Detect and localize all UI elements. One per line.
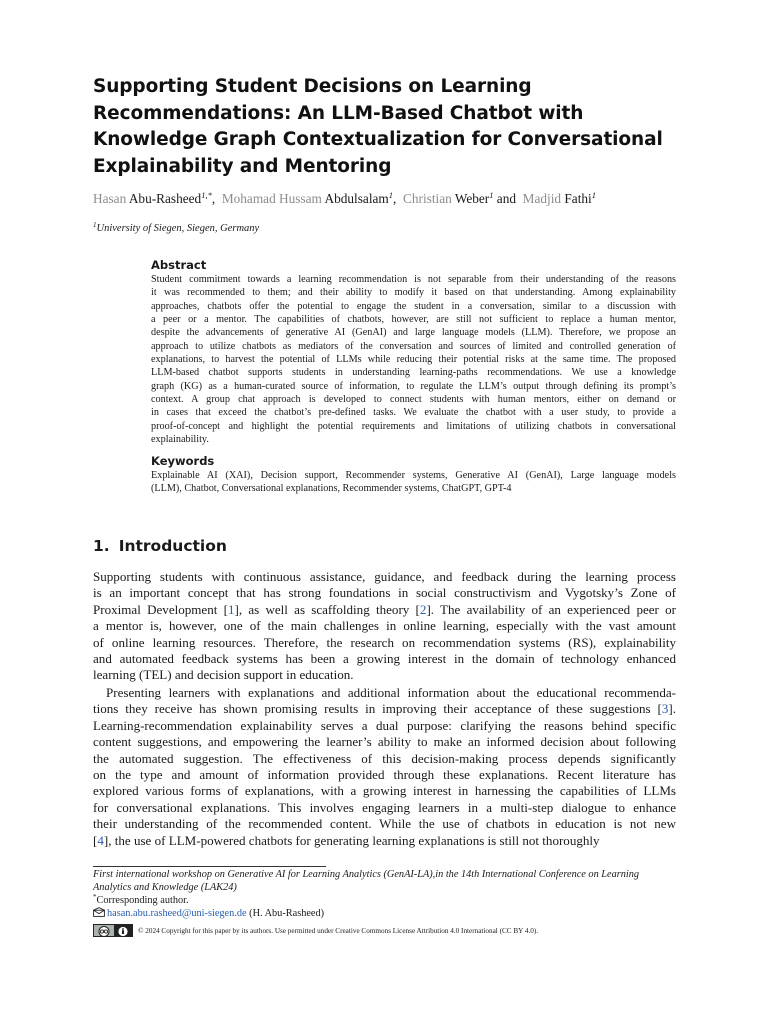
- title-line: Explainability and Mentoring: [93, 155, 392, 177]
- text-line: explanations, to harvest the potential of LLMs while reducing their potential risks at the same time. The proposed: [151, 354, 676, 366]
- text-line: approach to utilize chatbots as mediators of the conversation and sources of limited and controlled generation of: [151, 340, 676, 352]
- title-line: Knowledge Graph Contextualization for Conversational: [93, 129, 663, 150]
- affiliation: $^1$University of Siegen, Siegen, Germany: [93, 221, 260, 234]
- title-line: Recommendations: An LLM-Based Chatbot with: [93, 102, 584, 124]
- text-line: approaches, chatbots offer the potential to engage the student in a conversation, similar to a discussion with: [151, 300, 676, 312]
- text-line: their understanding of the recommended content. While the use of chatbots in education is not new: [93, 816, 676, 832]
- text-line: explored various forms of explanations, with a growing interest in harnessing the capabilities of LLMs: [93, 783, 676, 799]
- cc-by-icon: [93, 924, 133, 937]
- text-line: Proximal Development [1], as well as scaffolding theory [2]. The availability of an experienced peer or: [93, 601, 677, 617]
- author: Christian Weber$^1$ and: [403, 190, 523, 206]
- citation-link[interactable]: 2: [419, 601, 427, 617]
- keywords-heading: Keywords: [151, 454, 215, 468]
- text-line: tions they receive has shown promising results in improving their acceptance of these suggestions [3].: [93, 701, 676, 717]
- text-line: it was recommended to them; and their ability to modify it based on that understanding. Among explainability: [151, 287, 676, 299]
- text-line: and automated feedback systems has been a growing interest in the domain of technology enhanced: [93, 651, 676, 667]
- text-line: learning (TEL) and decision support in education.: [93, 667, 354, 683]
- text-line: of online learning resources. Therefore, the research on recommendation systems (RS), explainability: [93, 634, 676, 650]
- text-line: Learning-recommendation explainability serves a dual purpose: clarifying the reasons behind specific: [93, 717, 676, 733]
- workshop-note: Analytics and Knowledge (LAK24): [93, 882, 237, 894]
- title-line: Supporting Student Decisions on Learning: [93, 76, 532, 97]
- author: Madjid Fathi$^1$: [522, 190, 596, 206]
- text-line: content suggestions, and empowering the learner’s ability to make an informed decision about following: [93, 734, 676, 750]
- keywords-body: [151, 469, 676, 496]
- section-number: 1.: [93, 537, 110, 555]
- citation-link[interactable]: 4: [97, 832, 104, 848]
- text-line: a peer or a mentor. The capabilities of chatbots, however, are still not sufficient to replace a human mentor,: [151, 314, 676, 326]
- text-line: [4], the use of LLM-powered chatbots for generating learning explanations is still not thoroughly: [93, 832, 600, 848]
- citation-link[interactable]: 3: [661, 701, 669, 717]
- text-line: despite the advancements of generative AI (GenAI) and large language models (LLM). Therefore, we propose an: [151, 327, 676, 339]
- text-line: the automated suggestion. The effectiveness of this decision-making process depends significantly: [93, 750, 676, 766]
- text-line: a mentor is, however, one of the main challenges in online learning, especially with the vast amount: [93, 618, 676, 634]
- text-line: context. A group chat approach is developed to connect students with human mentors, either on demand or: [151, 394, 676, 406]
- email-link[interactable]: hasan.abu.rasheed@uni-siegen.de: [107, 908, 247, 920]
- workshop-note: First international workshop on Generative AI for Learning Analytics (GenAI-LA),in the 14th International Conference on Learning: [93, 869, 640, 880]
- text-line: Explainable AI (XAI), Decision support, Recommender systems, Generative AI (GenAI), Large language models: [151, 470, 676, 481]
- license-line: [93, 924, 693, 938]
- email-owner: (H. Abu-Rasheed): [249, 908, 325, 920]
- author: Mohamad Hussam Abdulsalam$^1$,: [221, 190, 403, 206]
- text-line: Student commitment towards a learning recommendation is not separable from their understanding of the reasons: [151, 274, 676, 285]
- corresponding-note: *Corresponding author.: [93, 893, 189, 907]
- footnote-rule: [93, 866, 326, 867]
- paper-title: [93, 74, 693, 180]
- author: Hasan Abu-Rasheed$^{1,*}$,: [93, 190, 222, 206]
- paragraph: [93, 685, 676, 849]
- text-line: proof-of-concept and highlight the potential requirements and limitations of utilizing chatbots in conversational: [151, 420, 676, 432]
- text-line: on the type and amount of information provided through these explanations. Recent literature has: [93, 767, 676, 783]
- text-line: LLM-based chatbot supports students in understanding learning-paths recommendations. We use a knowledge: [151, 367, 676, 379]
- text-line: in cases that exceed the chatbot’s pre-defined tasks. We evaluate the chatbot with a user study, to provide a: [151, 407, 676, 419]
- license-text: © 2024 Copyright for this paper by its authors. Use permitted under Creative Commons License Attribution 4.0 International (CC BY 4.0).: [138, 927, 539, 935]
- citation-link[interactable]: 1: [227, 601, 235, 617]
- paragraph: [93, 569, 676, 684]
- text-line: is an important concept that has strong foundations in social constructivism and Vygotsky’s Zone of: [93, 585, 676, 601]
- text-line: Supporting students with continuous assistance, guidance, and feedback during the learning process: [93, 569, 676, 584]
- section-title: Introduction: [118, 537, 227, 555]
- abstract-body: [151, 273, 676, 446]
- text-line: explainability.: [151, 434, 209, 446]
- text-line: for conversational explanations. This involves engaging learners in a multi-step dialogue to enhance: [93, 799, 676, 815]
- abstract-heading: Abstract: [151, 258, 207, 272]
- text-line: graph (KG) as a human-curated source of information, to regulate the LLM’s output through defining its prompt’s: [151, 380, 676, 392]
- author-list: [93, 190, 693, 208]
- text-line: (LLM), Chatbot, Conversational explanations, Recommender systems, ChatGPT, GPT-4: [151, 483, 512, 495]
- text-line: Presenting learners with explanations and additional information about the educational recommenda-: [106, 685, 676, 700]
- footnote: [93, 868, 676, 920]
- section-heading: [93, 536, 227, 556]
- email-line: [93, 907, 676, 920]
- envelope-icon: [93, 907, 105, 917]
